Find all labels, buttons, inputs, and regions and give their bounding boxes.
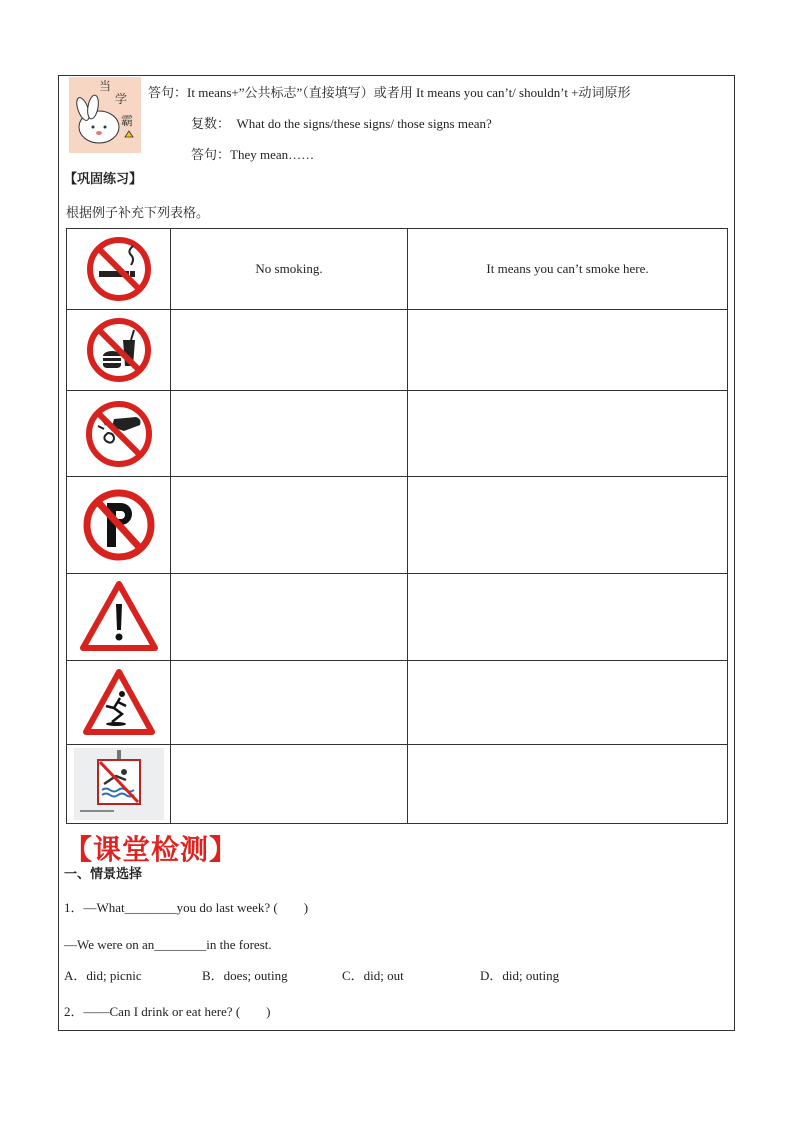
plural-label: 复数： (191, 117, 231, 132)
sign-cell (67, 661, 171, 745)
intro-line-2 (191, 116, 492, 133)
sign-meaning-cell: It means you can’t smoke here. (408, 229, 728, 310)
answer-text-2: They mean…… (230, 147, 315, 162)
table-row (67, 391, 728, 477)
section-subheading: 一、情景选择 (64, 867, 143, 882)
table-row (67, 661, 728, 745)
mascot-image (69, 77, 141, 153)
sign-name-cell (171, 661, 408, 745)
practice-instruction: 根据例子补充下列表格。 (66, 206, 210, 221)
answer-text: It means+”公共标志”（直接填写）或者用 It means you can’t/ shouldn’t +动词原形 (187, 85, 631, 100)
sign-cell (67, 310, 171, 391)
sign-meaning-cell (408, 310, 728, 391)
sign-name-cell (171, 310, 408, 391)
question-2-line-1: 2．——Can I drink or eat here? ( ) (64, 1004, 271, 1019)
sign-name-cell: No smoking. (171, 229, 408, 310)
table-row (67, 574, 728, 661)
table-row (67, 745, 728, 824)
sign-cell (67, 229, 171, 310)
sign-name-cell (171, 574, 408, 661)
table-row (67, 229, 728, 310)
no-littering-icon (84, 399, 154, 469)
sign-name-cell (171, 391, 408, 477)
sign-name-cell (171, 477, 408, 574)
table-row (67, 310, 728, 391)
question-1-option-c: C．did; out (342, 968, 404, 983)
sign-cell (67, 391, 171, 477)
no-food-drink-icon (85, 316, 153, 384)
plural-text: What do the signs/these signs/ those signs mean? (236, 116, 492, 131)
intro-line-1 (148, 85, 631, 102)
no-smoking-icon (85, 235, 153, 303)
answer-label: 答句： (148, 86, 188, 101)
question-1-line-2: —We were on an________in the forest. (64, 937, 272, 952)
section-heading: 【课堂检测】 (64, 833, 239, 866)
warning-icon (79, 580, 159, 654)
svg-text:霸: 霸 (121, 114, 134, 128)
sign-meaning-cell (408, 745, 728, 824)
sign-meaning-cell (408, 574, 728, 661)
svg-text:学: 学 (115, 92, 128, 106)
practice-title: 【巩固练习】 (64, 172, 143, 187)
svg-text:当: 当 (99, 79, 112, 93)
question-1-line-1: 1．—What________you do last week? ( ) (64, 900, 309, 915)
answer-label-2: 答句： (191, 148, 231, 163)
sign-meaning-cell (408, 477, 728, 574)
table-row (67, 477, 728, 574)
no-swimming-icon (74, 748, 164, 820)
sign-meaning-cell (408, 661, 728, 745)
intro-line-3 (191, 147, 314, 164)
question-1-option-a: A．did; picnic (64, 968, 142, 983)
sign-name-cell (171, 745, 408, 824)
no-parking-icon (82, 485, 156, 565)
sign-cell (67, 745, 171, 824)
question-1-option-b: B．does; outing (202, 968, 288, 983)
slippery-floor-icon (82, 668, 156, 738)
sign-meaning-cell (408, 391, 728, 477)
signs-table (66, 228, 728, 824)
sign-cell (67, 574, 171, 661)
question-1-option-d: D．did; outing (480, 968, 560, 983)
sign-cell (67, 477, 171, 574)
